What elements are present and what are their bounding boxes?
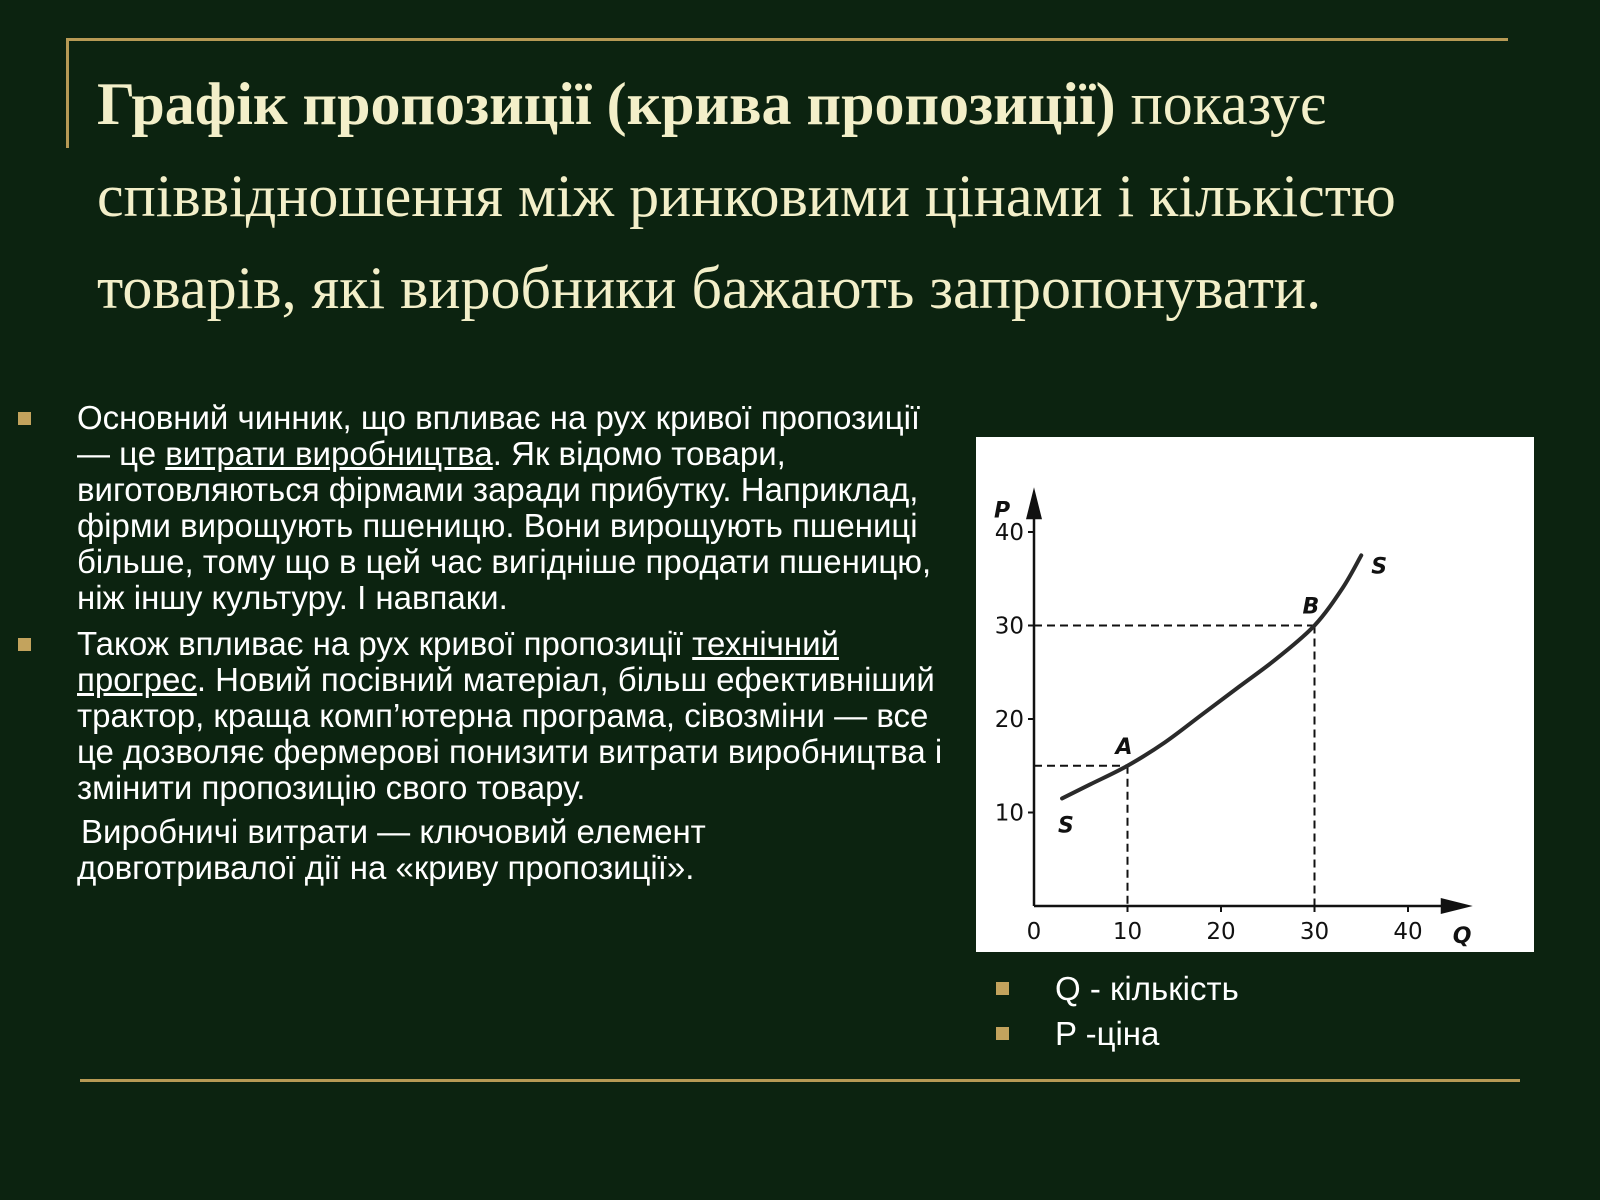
- title-rest: показує співвідношення між ринковими цінами і кількістю товарів, які виробники бажають запропонувати.: [97, 71, 1396, 321]
- y-tick-label: 20: [994, 707, 1024, 733]
- bullet-item: [18, 400, 943, 616]
- bullet-text: . Як відомо товари, виготовляються фірмами заради прибутку. Наприклад, фірми вирощують пшеницю. Вони вирощують пшениці більше, тому що в цей час вигідніше продати пшеницю, ніж іншу культуру. І навпаки.: [77, 435, 932, 616]
- title-bold: Графік пропозиції (крива пропозиції): [97, 71, 1116, 137]
- x-tick-label: 20: [1206, 919, 1236, 945]
- closing-line-1: Виробничі витрати — ключовий елемент: [81, 813, 706, 850]
- square-bullet-icon: [18, 412, 31, 425]
- legend-quantity: Q - кількість: [1055, 970, 1239, 1007]
- y-tick-label: 10: [994, 800, 1024, 827]
- bullet-text: . Новий посівний матеріал, більш ефективніший трактор, краща комп’ютерна програма, сівозміни — все це дозволяє фермерові понизити витрати виробництва і змінити пропозицію свого товару.: [77, 661, 943, 806]
- legend-item: [990, 966, 1239, 1011]
- x-tick-label: 40: [1393, 919, 1423, 945]
- x-tick-label: 10: [1112, 919, 1143, 945]
- square-bullet-icon: [18, 638, 31, 651]
- legend: [990, 966, 1239, 1056]
- legend-price: P -ціна: [1055, 1015, 1160, 1052]
- link-production-costs[interactable]: витрати виробництва: [165, 435, 493, 472]
- y-tick-label: 30: [994, 613, 1024, 640]
- y-tick-label: 40: [994, 520, 1024, 546]
- bullet-paragraph: [77, 626, 943, 806]
- y-axis-label: P: [994, 498, 1011, 524]
- x-tick-label: 0: [1026, 919, 1042, 945]
- supply-chart: [976, 437, 1534, 952]
- supply-chart-svg: [976, 437, 1534, 952]
- bullet-item: [18, 626, 943, 806]
- x-tick-label: 30: [1299, 919, 1330, 945]
- point-label: A: [1115, 734, 1133, 760]
- x-axis-label: Q: [1452, 924, 1472, 949]
- legend-item: [990, 1011, 1239, 1056]
- body-text: [18, 400, 943, 886]
- frame-bottom-line: [80, 1079, 1520, 1082]
- bullet-paragraph: [77, 400, 943, 616]
- bullet-text: Основний чинник, що впливає на рух кривої пропозиції — це: [77, 399, 921, 472]
- frame-top-line: [66, 38, 1508, 41]
- y-axis-arrow: [1026, 487, 1042, 519]
- square-bullet-icon: [996, 982, 1009, 995]
- link-technical-progress[interactable]: технічний прогрес: [77, 625, 839, 698]
- closing-paragraph: [18, 814, 943, 886]
- x-axis-arrow: [1441, 898, 1473, 914]
- bullet-text: Також впливає на рух кривої пропозиції: [77, 625, 693, 662]
- point-label: B: [1302, 594, 1320, 620]
- slide-title: [97, 58, 1547, 334]
- curve-label-start: S: [1058, 813, 1074, 839]
- curve-label-end: S: [1371, 554, 1388, 580]
- square-bullet-icon: [996, 1027, 1009, 1040]
- supply-curve: [1062, 555, 1361, 798]
- closing-line-2: довготривалої дії на «криву пропозиції».: [77, 849, 695, 886]
- frame-left-line: [66, 38, 69, 148]
